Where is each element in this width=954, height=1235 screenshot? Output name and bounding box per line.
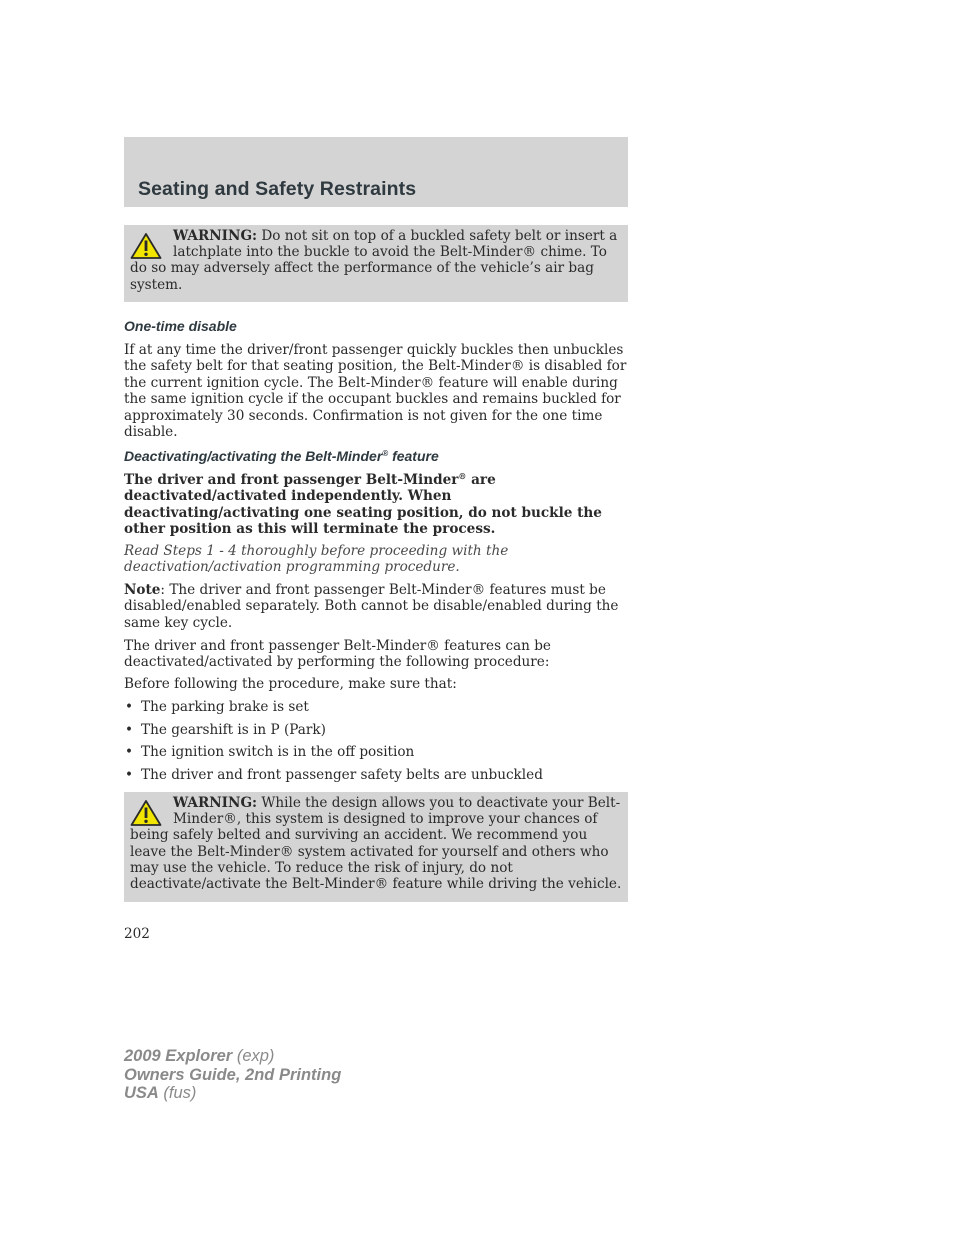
- bullet-marker: •: [125, 744, 134, 761]
- paragraph-one-time-disable: If at any time the driver/front passenger quickly buckles then unbuckles the safety belt for that seating position, the Belt-Minder® is disabled for the current ignition cycle. The Belt-Minder® feature will enable during the same ignition cycle if the occupant buckles and remains buckled for approximately 30 seconds. Confirmation is not given for the one time disable.: [124, 342, 627, 441]
- warning-triangle-icon: [130, 232, 162, 260]
- registered-mark: ®: [426, 638, 440, 654]
- bullet-marker: •: [125, 721, 134, 738]
- warning-box-belt-buckle: [124, 225, 628, 302]
- list-item: • The ignition switch is in the off position: [125, 744, 415, 761]
- registered-mark: ®: [382, 449, 389, 458]
- registered-mark: ®: [279, 843, 294, 860]
- list-item: • The driver and front passenger safety belts are unbuckled: [125, 767, 543, 784]
- registered-mark: ®: [522, 244, 537, 261]
- heading-deactivating-activating: Deactivating/activating the Belt-Minder® feature: [124, 448, 439, 464]
- paragraph-independent-notice: The driver and front passenger Belt-Minder® are deactivated/activated independently. When deactivating/activating one seating position, do not buckle the other position as this will terminate the process.: [124, 471, 602, 538]
- registered-mark: ®: [374, 876, 389, 893]
- section-header-band: [124, 137, 628, 207]
- footer-line-model: 2009 Explorer (exp): [124, 1047, 275, 1065]
- page-number: 202: [124, 926, 150, 942]
- warning-triangle-icon: [130, 799, 162, 827]
- list-item: • The parking brake is set: [125, 699, 309, 715]
- paragraph-read-steps: Read Steps 1 - 4 thoroughly before proceeding with the deactivation/activation programming procedure.: [124, 543, 509, 576]
- registered-mark: ®: [471, 582, 486, 598]
- registered-mark: ®: [510, 358, 525, 375]
- warning-text: Do not sit on top of a buckled safety belt or insert a latchplate into the buckle to avoid the Belt-Minder: [173, 228, 618, 261]
- paragraph-before-procedure: Before following the procedure, make sure that:: [124, 676, 457, 692]
- heading-one-time-disable: One-time disable: [124, 318, 237, 334]
- bullet-marker: •: [125, 767, 134, 784]
- paragraph-procedure-intro: The driver and front passenger Belt-Minder® features can be deactivated/activated by performing the following procedure:: [124, 638, 551, 671]
- bullet-marker: •: [125, 699, 134, 715]
- footer-line-market: USA (fus): [124, 1084, 197, 1102]
- note-label: Note: [124, 582, 161, 598]
- warning-text: chime. To do so may adversely affect the performance of the vehicle’s air bag system.: [130, 244, 607, 293]
- warning-label: WARNING:: [173, 228, 258, 244]
- prerequisite-list: [124, 699, 630, 790]
- warning-box-deactivation: WARNING: While the design allows you to deactivate your Belt-Minder®, this system is designed to improve your chances of being safely belted and surviving an accident. We recommend you leave the Belt-Minder® system activated for yourself and others who may use the vehicle. To reduce the risk of injury, do not deactivate/activate the Belt-Minder® feature while driving the vehicle.: [124, 792, 628, 902]
- footer-line-guide: Owners Guide, 2nd Printing: [124, 1065, 342, 1084]
- registered-mark: ®: [420, 374, 435, 391]
- paragraph-note: Note: The driver and front passenger Belt-Minder® features must be disabled/enabled separately. Both cannot be disable/enabled during the same key cycle.: [124, 582, 619, 631]
- list-item: • The gearshift is in P (Park): [125, 721, 326, 738]
- section-title: Seating and Safety Restraints: [138, 178, 417, 200]
- footer-edition-info: [124, 1047, 341, 1103]
- warning-label: WARNING:: [173, 795, 258, 811]
- registered-mark: ®: [458, 471, 467, 481]
- registered-mark: ®: [223, 811, 237, 828]
